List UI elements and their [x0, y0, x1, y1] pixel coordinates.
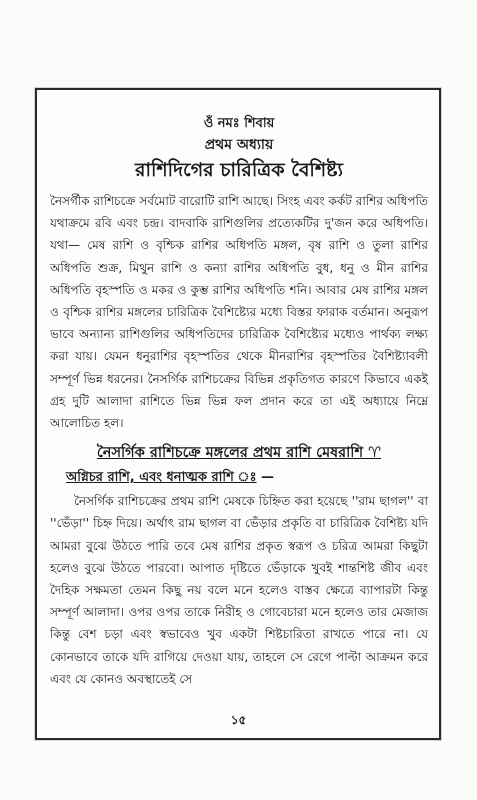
subheading	[66, 466, 428, 490]
subheading-text: অগ্নিচর রাশি, এবং ধনাত্মক রাশি ঃ	[66, 470, 257, 486]
subheading-dash: —	[256, 470, 275, 486]
body-paragraph: নৈসর্গিক রাশিচক্রের প্রথম রাশি মেষকে চিহ্নিত করা হয়েছে ''রাম ছাগল'' বা ''ভেঁড়া'' চিহ্ন দিয়ে। অর্থাৎ রাম ছাগল বা ভেঁড়ার প্রকৃতি বা চারিত্রিক বৈশিষ্ট্য যদি আমরা বুঝে উঠতে পারি তবে মেষ রাশির প্রকৃত স্বরূপ ও চরিত্র আমরা কিছুটা হলেও বুঝে উঠতে পারবো। আপাত দৃষ্টিতে ভেঁড়াকে খুবই শান্তশিষ্ট জীব এবং দৈহিক সক্ষমতা তেমন কিছু নয় বলে মনে হলেও বাস্তব ক্ষেত্রে ব্যাপারটা কিন্তু সম্পূর্ণ আলাদা। ওপর ওপর তাকে নিরীহ ও গোবেচারা মনে হলেও তার মেজাজ কিন্তু বেশ চড়া এবং স্বভাবেও খুব একটা শিষ্টচারিতা রাখতে পারে না। যে কোনভাবে তাকে যদি রাগিয়ে দেওয়া যায়, তাহলে সে রেগে পাল্টা আক্রমন করে এবং যে কোনও অবস্থাতেই সে	[50, 494, 428, 686]
invocation-line: ওঁ নমঃ শিবায়	[203, 116, 275, 131]
intro-paragraph: নৈসর্গীক রাশিচক্রে সর্বমোট বারোটি রাশি আছে। সিংহ এবং কর্কট রাশির অধিপতি যথাক্রমে রবি এবং চন্দ্র। বাদবাকি রাশিগুলির প্রত্যেকটির দু'জন করে অধিপতি। যথা— মেষ রাশি ও বৃশ্চিক রাশির অধিপতি মঙ্গল, বৃষ রাশি ও তুলা রাশির অধিপতি শুক্র, মিথুন রাশি ও কন্যা রাশির অধিপতি বুধ, ধনু ও মীন রাশির অধিপতি বৃহস্পতি ও মকর ও কুম্ভ রাশির অধিপতি শনি। আবার মেষ রাশির মঙ্গল ও বৃশ্চিক রাশির মঙ্গলের চারিত্রিক বৈশিষ্ট্যের মধ্যে বিস্তর ফারাক বর্তমান। অনুরূপ ভাবে অন্যান্য রাশিগুলির অধিপতিদের চারিত্রিক বৈশিষ্ট্যের মধ্যেও পার্থক্য লক্ষ্য করা যায়। যেমন ধনুরাশির বৃহস্পতির থেকে মীনরাশির বৃহস্পতির বৈশিষ্ট্যাবলী সম্পূর্ণ ভিন্ন ধরনের। নৈসর্গিক রাশিচক্রের বিভিন্ন প্রকৃতিগত কারণে কিভাবে একই গ্রহ দুটি আলাদা রাশিতে ভিন্ন ভিন্ন ফল প্রদান করে তা এই অধ্যায়ে নিম্নে আলোচিত হল।	[50, 194, 428, 431]
section-heading: নৈসর্গিক রাশিচক্রে মঙ্গলের প্রথম রাশি মেষরাশি ♈	[96, 445, 382, 462]
chapter-heading: প্রথম অধ্যায়	[204, 137, 274, 153]
page-number: ১৫	[230, 713, 247, 727]
page-content	[50, 100, 428, 690]
chapter-title: রাশিদিগের চারিত্রিক বৈশিষ্ট্য	[135, 159, 343, 181]
